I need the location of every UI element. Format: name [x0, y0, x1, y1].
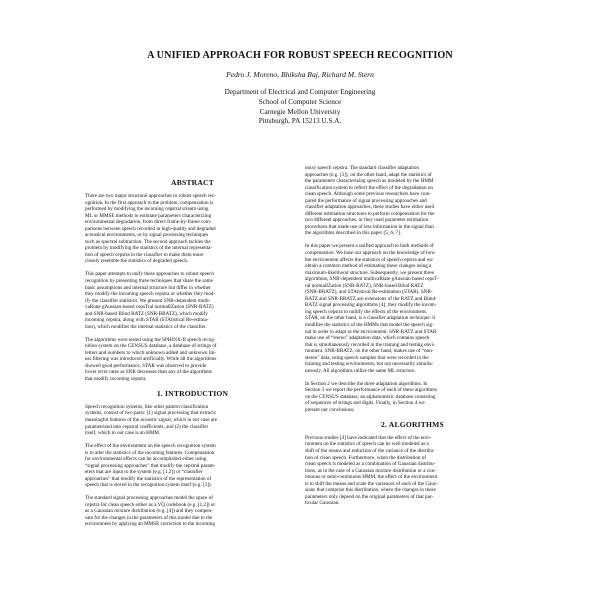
text-line: tion of clean speech. Furthermore, when the distribution of [305, 454, 427, 461]
text-line: tion), which modifies the internal statistics of the classifier. [85, 323, 207, 330]
algorithms-heading: 2. ALGORITHMS [381, 419, 444, 429]
paragraph [305, 435, 520, 507]
affiliation-line: Pittsburgh, PA 15213 U.S.A. [258, 117, 342, 126]
text-line: for environmental effects can be accomplished either using [85, 456, 207, 463]
text-line: “signal processing approaches” that modify the cepstral param- [85, 462, 216, 469]
text-line: Previous studies [4] have indicated that the effect of the envi- [305, 434, 432, 441]
text-line: cepstra for clean speech either as a VQ codebook (e.g. [1,2]) or [85, 501, 216, 508]
text-line: closely resemble the statistics of degraded speech. [85, 258, 189, 265]
paragraph [305, 381, 520, 414]
text-line: meaningful features of the acoustic signal, which in our case are [85, 417, 218, 424]
text-line: The standard signal processing approaches model the space of [85, 495, 213, 502]
abstract-body [85, 193, 300, 383]
paragraph [85, 193, 300, 265]
text-line: stereo” data, using speech samples that were recorded in the [305, 354, 429, 361]
text-line: vaRiate gAussian-based cepsTral normalIZation (SNR-RATZ) [85, 304, 214, 311]
text-line: lower error rates as SNR decreases than any of the algorithms [85, 369, 213, 376]
text-line: maximum-likelihood structure. Subsequently, we present three [305, 269, 434, 276]
text-line: the parameters characterizing speech as modeled by the HMM [305, 178, 434, 185]
paragraph [85, 271, 300, 330]
text-line: ear filtering was introduced artificially. While all the algorithms [85, 356, 217, 363]
text-line: showed good performance, STAR was observed to provide [85, 362, 207, 369]
abstract-heading: ABSTRACT [171, 178, 214, 187]
affiliation-line: School of Computer Science [258, 97, 342, 106]
text-line: classification system to reflect the effect of the degradation on [305, 184, 433, 191]
text-line: environment by applying an MMSE correction to the incoming [85, 521, 215, 528]
text-line: Section 3 we report the performance of each of these algorithms [305, 387, 437, 394]
text-line: Speech recognition systems, like other pattern classification [85, 403, 209, 410]
right-column [305, 165, 520, 513]
text-line: ronment. SNR-BRATZ, on the other hand, makes use of “non- [305, 348, 434, 355]
text-line: (SNR-BRATZ), and STAtistical Re-estimation (STAR). SNR- [305, 289, 433, 296]
text-line: sate for the changes in the parameters of this model due to the [85, 514, 213, 521]
text-line: of sequences of strings and digits. Finally, in Section 4 we [305, 400, 425, 407]
paper-title: A UNIFIED APPROACH FOR ROBUST SPEECH RECOGNITION [147, 50, 453, 61]
text-line: There are two major structural approaches to robust speech rec- [85, 193, 216, 199]
text-line: parisons between speech recorded in high-quality and degraded [85, 225, 216, 232]
text-line: The algorithms were tested using the SPHINX-II speech recog- [85, 336, 216, 343]
text-line: systems, consist of two parts: (1) signal processing that extracts [85, 410, 216, 417]
text-line: ronment on the statistics of speech can be well modeled as a [305, 441, 429, 448]
paragraph [305, 165, 520, 237]
text-line: is to alter the statistics of the incoming features. Compensation [85, 449, 215, 456]
paper-authors: Pedro J. Moreno, Bhiksha Raj, Richard M. Stern [226, 70, 374, 79]
text-line: modifies the statistics of the HMMs that model the speech sig- [305, 321, 434, 328]
text-line: the algorithms described in this paper [5, 6, 7]. [305, 230, 402, 237]
paragraph [85, 443, 300, 489]
text-line: two different approaches, or they used parameter estimation [305, 217, 429, 224]
text-line: incoming cepstra, along with STAR (STAtistical Re-estima- [85, 317, 209, 324]
text-line: ML or MMSE methods to estimate parameters characterizing [85, 212, 212, 219]
text-line: parametrized into cepstral coefficients, and (2) the classifier [85, 423, 209, 430]
paragraph [305, 243, 520, 374]
text-line: clean speech. Although some previous researchers have com- [305, 191, 432, 198]
text-line: compensation. We base our approach on the knowledge of how [305, 249, 435, 256]
text-line: that is simultaneously recorded in the training and testing envi- [305, 341, 435, 348]
text-line: ing speech cepstra to nullify the effects of the environment. [305, 308, 428, 315]
text-line: ticular Gaussian. [305, 500, 340, 507]
text-line: the environment affects the statistics of speech cepstra and we [305, 256, 433, 263]
text-line: eters that are input to the system (e.g. [1,2]) or “classifier [85, 469, 203, 476]
paragraph [85, 495, 300, 528]
text-line: problem by modifying the statistics of the internal representa- [85, 245, 213, 252]
text-line: RATZ signal processing algorithms [4]: they modify the incom- [305, 302, 437, 309]
affiliation-block [0, 88, 600, 127]
text-line: The effect of the environment on the speech recognition system [85, 443, 216, 450]
text-line: tinuous or semi-continuous HMM, the effect of the environment [305, 474, 438, 481]
text-line: procedures that made use of less information in the signal than [305, 223, 434, 230]
text-line: classifier adaptation approaches, these studies have either used [305, 204, 435, 211]
text-line: ognition. In the first approach to the problem, compensation is [85, 199, 214, 206]
left-column [85, 176, 300, 534]
text-line: basic assumptions and internal structure but differ in whether [85, 284, 211, 291]
text-line: STAR, on the other hand, is a classifier adaptation technique: it [305, 315, 436, 322]
text-line: algorithms, SNR-dependent multivaRiate gAussian based cepsT- [305, 276, 439, 283]
text-line: This paper attempts to unify these approaches to robust speech [85, 271, 214, 278]
text-line: environmental degradation, from direct frame-by-frame com- [85, 219, 212, 226]
text-line: tions, as in the case of a Gaussian mixture distribution or a con- [305, 467, 436, 474]
text-line: pared the performance of signal processing approaches and [305, 197, 427, 204]
text-line: on the CENSUS database, an alphanumeric database consisting [305, 393, 436, 400]
text-line: clean speech is modeled as a combination of Gaussian distribu- [305, 461, 436, 468]
text-line: approaches (e.g. [3]), on the other hand, adapt the statistics of [305, 171, 432, 178]
text-line: ral normalIZation (SNR-RATZ), SNR-based Blind RATZ [305, 282, 424, 289]
text-line: itself, which in our case is an HMM. [85, 430, 161, 437]
introduction-body [85, 404, 300, 528]
text-line: sians that comprise this distribution, where the changes in these [305, 487, 436, 494]
algorithms-body [305, 435, 520, 507]
text-line: neously. All algorithms utilize the same ML structure. [305, 367, 416, 374]
text-line: In this paper we present a unified approach to both methods of [305, 243, 434, 250]
text-line: parameters only depend on the original parameters of that par- [305, 493, 434, 500]
text-line: as a Gaussian mixture distribution (e.g. [4]) and they compen- [85, 508, 213, 515]
text-line: make use of “stereo” adaptation data, which contains speech [305, 335, 430, 342]
text-line: recognition by presenting three techniques that share the same [85, 277, 213, 284]
right-column-body [305, 165, 520, 413]
text-line: letters and numbers to which unknown added and unknown lin- [85, 349, 216, 356]
affiliation-line: Department of Electrical and Computer Engineering [224, 88, 376, 96]
text-line: acoustical environments, or by signal processing techniques [85, 232, 209, 239]
text-line: training and testing environments, but not necessarily simulta- [305, 361, 434, 368]
text-line: speech that is stored in the recognition system itself (e.g. [3]). [85, 482, 212, 489]
introduction-heading: 1. INTRODUCTION [156, 388, 229, 398]
text-line: obtain a common method of estimating these changes using a [305, 263, 432, 270]
text-line: tion of speech cepstra in the classifier to make them more [85, 251, 204, 258]
text-line: they modify the incoming speech cepstra or whether they mod- [85, 291, 216, 298]
text-line: shift of the means and reduction of the variance of the distribu- [305, 447, 435, 454]
text-line: RATZ and SNR-BRATZ are extensions of the RATZ and Blind- [305, 295, 437, 302]
text-line: ify the classifier statistics. We present SNR-dependent multi- [85, 297, 211, 304]
affiliation-line: Carnegie Mellon University [259, 107, 341, 116]
text-line: nal in order to adapt to the environment. SNR-RATZ and STAR [305, 328, 437, 335]
text-line: present our conclusions. [305, 406, 355, 413]
text-line: nition system on the CENSUS database, a database of strings of [85, 343, 217, 350]
text-line: such as spectral subtraction. The second approach tackles the [85, 238, 211, 245]
text-line: approaches” that modify the statistics of the representation of [85, 475, 212, 482]
text-line: performed by modifying the incoming cepstral stream using [85, 206, 209, 213]
text-line: different estimation structures to perform compensation for the [305, 210, 435, 217]
text-line: that modify incoming cepstra. [85, 376, 147, 382]
text-line: is to shift the means and scale the variances of each of the Gaus- [305, 480, 438, 487]
text-line: and SNR-based Blind RATZ (SNR-BRATZ), which modify [85, 310, 208, 317]
paragraph [85, 337, 300, 383]
text-line: noisy speech cepstra. The standard classifier adaptation [305, 165, 419, 171]
paragraph [85, 404, 300, 437]
text-line: In Section 2 we describe the three adaptation algorithms. In [305, 380, 428, 387]
